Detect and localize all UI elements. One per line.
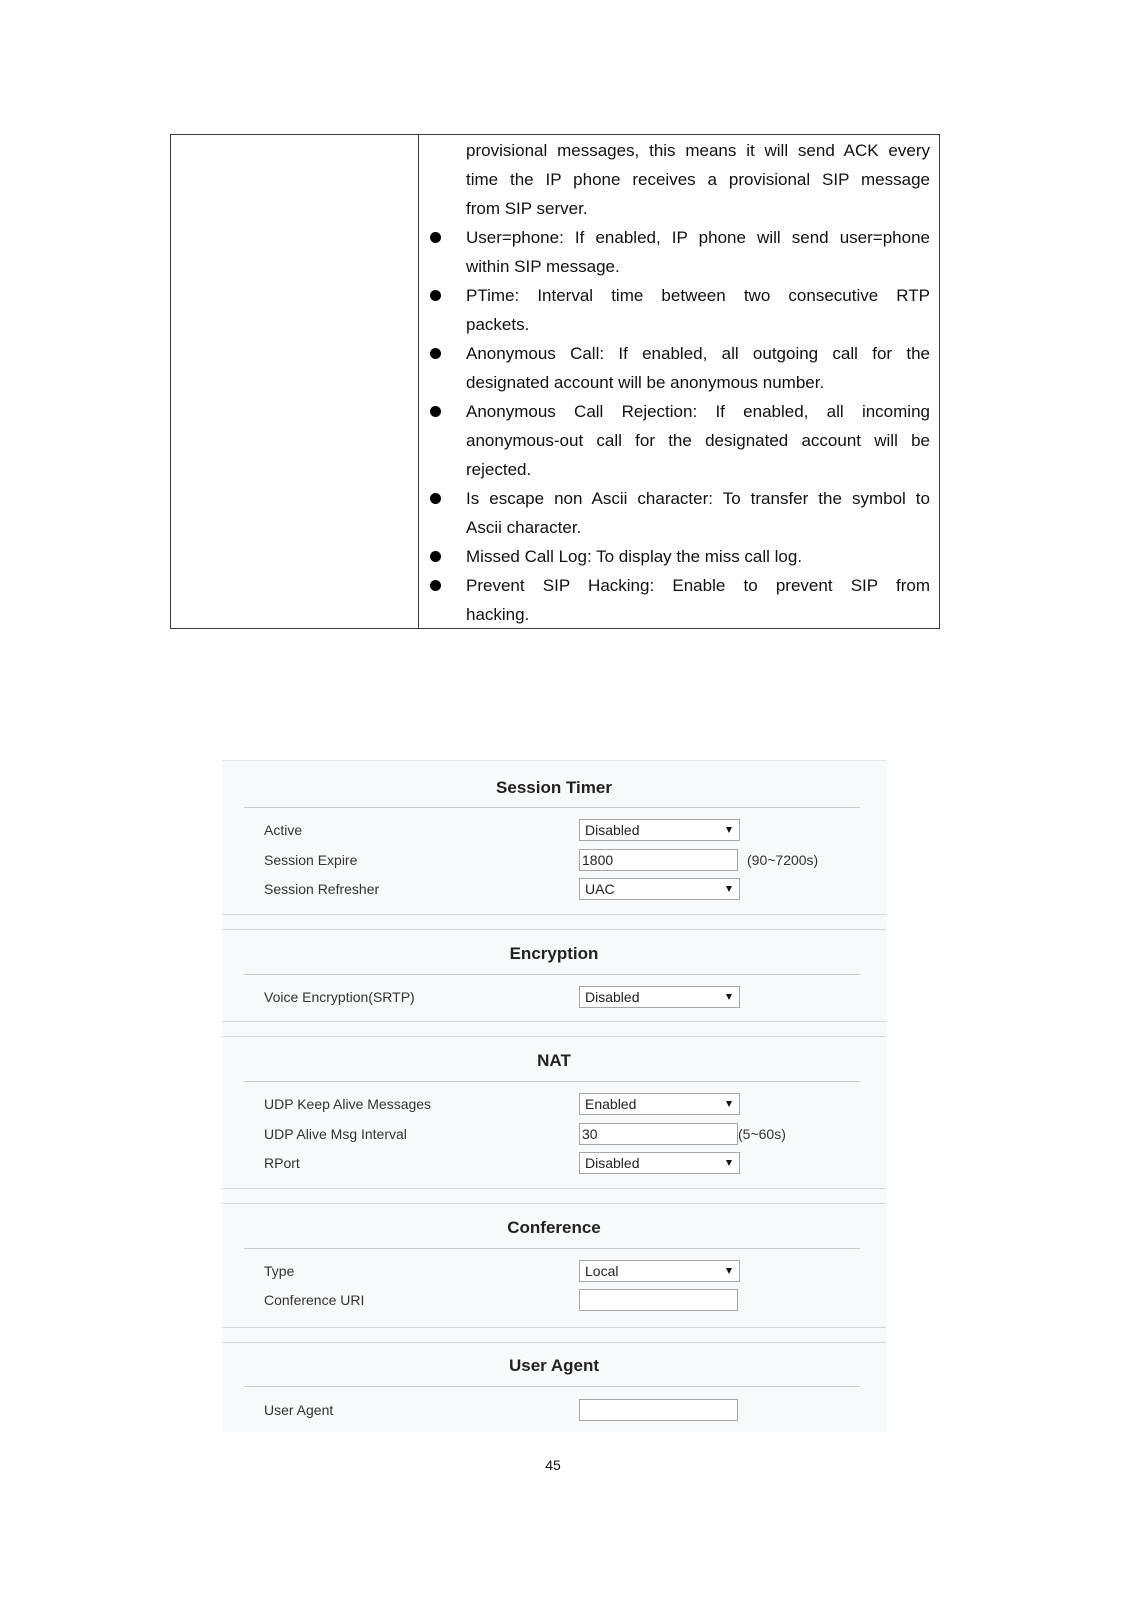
text-line: User=phone: If enabled, IP phone will send user=phone — [466, 228, 930, 247]
text-line: from SIP server. — [466, 199, 588, 218]
conference-uri-input — [579, 1289, 738, 1311]
section-title-user-agent: User Agent — [508, 1356, 600, 1375]
text-line: Prevent SIP Hacking: Enable to prevent SIP from — [466, 576, 930, 595]
section-header-divider — [244, 1386, 860, 1387]
active-select — [579, 819, 740, 841]
conference-type-select — [579, 1260, 740, 1282]
dropdown-arrow-icon — [726, 827, 732, 833]
rport-select-value: Disabled — [585, 1155, 640, 1171]
text-line: Missed Call Log: To display the miss call log. — [466, 547, 803, 566]
bullet-item-ptime — [466, 281, 930, 339]
udp-alive-interval-label: UDP Alive Msg Interval — [264, 1126, 407, 1142]
bullet-item-prevent-sip-hacking — [466, 571, 930, 629]
udp-alive-interval-range-hint: (5~60s) — [738, 1126, 786, 1142]
voice-encryption-label: Voice Encryption(SRTP) — [264, 989, 415, 1005]
section-header-divider — [244, 807, 860, 808]
section-title-session-timer: Session Timer — [496, 778, 612, 797]
voice-encryption-select — [579, 986, 740, 1008]
bullet-icon — [430, 232, 441, 243]
text-line: Ascii character. — [466, 518, 582, 537]
section-separator — [222, 1342, 886, 1343]
bullet-icon — [430, 493, 441, 504]
section-separator — [222, 1036, 886, 1037]
bullet-item-user-phone — [466, 223, 930, 281]
udp-alive-interval-input — [579, 1123, 738, 1145]
section-separator — [222, 1021, 886, 1022]
section-separator — [222, 914, 886, 915]
parameter-cell — [171, 135, 418, 628]
section-separator — [222, 1188, 886, 1189]
session-refresher-select — [579, 878, 740, 900]
session-refresher-label: Session Refresher — [264, 881, 380, 897]
user-agent-input — [579, 1399, 738, 1421]
dropdown-arrow-icon — [726, 886, 732, 892]
section-title-conference: Conference — [507, 1218, 601, 1237]
text-line: designated account will be anonymous number. — [466, 373, 825, 392]
text-line: PTime: Interval time between two consecutive RTP — [466, 286, 930, 305]
conference-uri-label: Conference URI — [264, 1292, 365, 1308]
session-expire-input — [579, 849, 738, 871]
dropdown-arrow-icon — [726, 1101, 732, 1107]
intro-paragraph — [466, 136, 930, 223]
section-title-encryption: Encryption — [509, 944, 599, 963]
section-separator — [222, 1327, 886, 1328]
column-divider — [418, 135, 419, 628]
conference-type-label: Type — [264, 1263, 295, 1279]
text-line: packets. — [466, 315, 530, 334]
active-select-value: Disabled — [585, 822, 640, 838]
udp-keep-alive-select-value: Enabled — [585, 1096, 637, 1112]
text-line: anonymous-out call for the designated account will be — [466, 431, 930, 450]
bullet-icon — [430, 551, 441, 562]
section-title-nat: NAT — [537, 1051, 571, 1070]
section-header-divider — [244, 1081, 860, 1082]
session-expire-range-hint: (90~7200s) — [747, 852, 819, 868]
text-line: provisional messages, this means it will send ACK every — [466, 141, 930, 160]
description-cell — [466, 136, 930, 629]
bullet-icon — [430, 406, 441, 417]
session-expire-label: Session Expire — [264, 852, 358, 868]
section-header-divider — [244, 1248, 860, 1249]
text-line: within SIP message. — [466, 257, 620, 276]
rport-label: RPort — [264, 1155, 300, 1171]
section-header-divider — [244, 974, 860, 975]
text-line: rejected. — [466, 460, 532, 479]
dropdown-arrow-icon — [726, 994, 732, 1000]
page-number: 45 — [545, 1457, 561, 1473]
section-separator — [222, 1203, 886, 1204]
bullet-icon — [430, 580, 441, 591]
section-separator — [222, 929, 886, 930]
voice-encryption-select-value: Disabled — [585, 989, 640, 1005]
rport-select — [579, 1152, 740, 1174]
bullet-item-missed-call-log — [466, 542, 930, 571]
text-line: Anonymous Call: If enabled, all outgoing call for the — [466, 344, 930, 363]
active-label: Active — [264, 822, 303, 838]
session-refresher-select-value: UAC — [585, 881, 615, 897]
bullet-item-anonymous-call-rejection — [466, 397, 930, 484]
text-line: hacking. — [466, 605, 530, 624]
dropdown-arrow-icon — [726, 1268, 732, 1274]
settings-screenshot — [222, 760, 886, 1432]
bullet-icon — [430, 348, 441, 359]
text-line: Is escape non Ascii character: To transfer the symbol to — [466, 489, 930, 508]
bullet-item-anonymous-call — [466, 339, 930, 397]
text-line: Anonymous Call Rejection: If enabled, all incoming — [466, 402, 930, 421]
text-line: time the IP phone receives a provisional SIP message — [466, 170, 930, 189]
bullet-icon — [430, 290, 441, 301]
user-agent-label: User Agent — [264, 1402, 334, 1418]
bullet-item-escape-non-ascii — [466, 484, 930, 542]
dropdown-arrow-icon — [726, 1160, 732, 1166]
conference-type-select-value: Local — [585, 1263, 619, 1279]
udp-keep-alive-select — [579, 1093, 740, 1115]
udp-keep-alive-label: UDP Keep Alive Messages — [264, 1096, 432, 1112]
